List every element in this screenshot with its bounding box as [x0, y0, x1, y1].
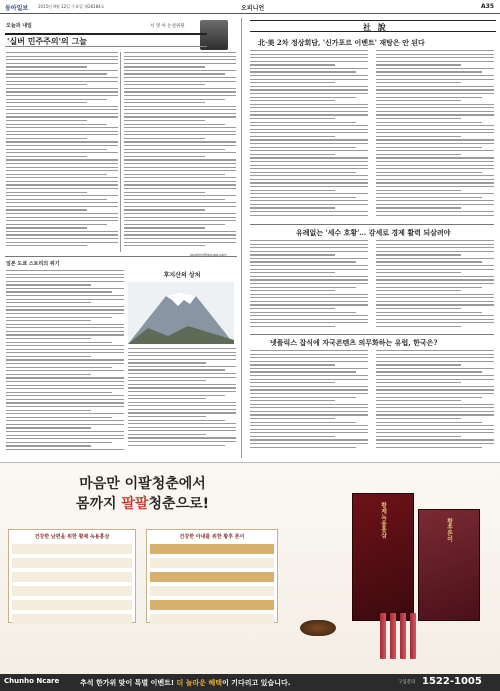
corner-body-right	[128, 348, 236, 452]
editorial-3-body-left	[250, 350, 368, 454]
column-body-right	[124, 52, 236, 252]
column-email: joyellim@donga.com	[190, 253, 227, 257]
corner-title: 일본 도쿄 스토리의 위기	[6, 261, 60, 267]
advertisement[interactable]	[0, 462, 500, 691]
ad-promo-item	[12, 572, 132, 582]
editorial-2-body-right	[376, 240, 494, 330]
ad-promo-item	[150, 614, 274, 624]
ad-promo-right	[146, 529, 278, 623]
ad-headline-2-post: 청춘으로!	[148, 496, 209, 512]
ad-promo-item	[150, 600, 274, 610]
fuji-title: 후지산의 상처	[163, 272, 201, 279]
editorial-label-bar	[250, 20, 496, 32]
editorial-3-body-right	[376, 350, 494, 454]
tel-number[interactable]: 1522-1005	[422, 676, 482, 687]
ad-headline-1: 마음만 이팔청춘에서	[79, 476, 206, 492]
product-pouch	[390, 613, 396, 659]
corner-body-left	[6, 270, 124, 456]
ad-bottom-message-post: 이 기다리고 있습니다.	[221, 679, 291, 687]
editorial-2-body-left	[250, 240, 368, 330]
page-number: A35	[481, 3, 494, 10]
editorial-3-title: 넷플릭스 잡식에 자국콘텐츠 의무화하는 유럽, 한국은?	[270, 338, 438, 347]
ad-promo-item	[150, 572, 274, 582]
ad-promo-item	[150, 544, 274, 554]
ad-promo-right-title: 건강한 아내를 위한 황후 톤이	[179, 534, 245, 540]
ad-bottom-message-emphasis: 더 놀라운 혜택	[176, 679, 222, 687]
column-tag: 오늘과 내일	[6, 23, 32, 29]
ad-promo-item	[12, 614, 132, 624]
section-name: 오피니언	[241, 5, 265, 12]
column-headline-box	[5, 33, 207, 47]
tel-label: 구입문의	[398, 680, 416, 685]
editorial-label: 社 說	[363, 22, 388, 32]
column-author: 서 영 아 논설위원	[150, 24, 185, 29]
ad-promo-item	[150, 586, 274, 596]
column-body-left	[6, 52, 118, 252]
editorial-1-body-left	[250, 50, 368, 220]
ad-promo-item	[12, 586, 132, 596]
product-box-right-label: 황후톤이	[445, 518, 453, 542]
product-box-left	[352, 493, 414, 621]
editorial-divider-1	[250, 224, 494, 225]
ad-promo-left	[8, 529, 136, 623]
ad-promo-item	[12, 558, 132, 568]
brand-logo: Chunho Ncare	[4, 677, 60, 685]
issue-date: 2015년 9월 12일 수요일 제28184호	[38, 4, 105, 9]
fuji-illustration	[128, 282, 234, 344]
product-pouch	[410, 613, 416, 659]
ad-bottom-bar	[0, 674, 500, 691]
editorial-divider-2	[250, 334, 494, 335]
editorial-1-body-right	[376, 50, 494, 220]
editorial-2-title: 유례없는 '세수 호황'… 감세로 경제 활력 되살려야	[296, 228, 451, 237]
product-pouch	[380, 613, 386, 659]
product-box-right	[418, 509, 480, 621]
ad-promo-item	[12, 544, 132, 554]
ad-bottom-message	[80, 678, 290, 688]
ad-headline-2-pre: 몸까지	[76, 496, 122, 512]
page-header	[0, 0, 500, 14]
editorial-1-title: 北·美 2차 정상회담, '신가포르 이벤트' 재탕은 안 된다	[258, 38, 425, 47]
ad-promo-item	[150, 558, 274, 568]
newspaper-brand: 동아일보	[5, 5, 29, 12]
ad-headline-2-emphasis: 팔팔	[121, 496, 149, 512]
ad-promo-item	[12, 600, 132, 610]
product-box-left-label: 황제녹용홍삼	[379, 502, 387, 538]
product-pouch	[400, 613, 406, 659]
product-bowl	[300, 620, 336, 636]
column-headline: '실버 민주주의'의 그늘	[7, 36, 88, 46]
ad-bottom-message-pre: 추석 한가위 맞이 특별 이벤트!	[80, 679, 177, 687]
ad-promo-left-title: 건강한 남편을 위한 황제 녹용홍삼	[34, 534, 110, 540]
column-divider	[120, 52, 121, 252]
main-divider	[241, 18, 242, 458]
ad-headline-2	[0, 493, 285, 513]
